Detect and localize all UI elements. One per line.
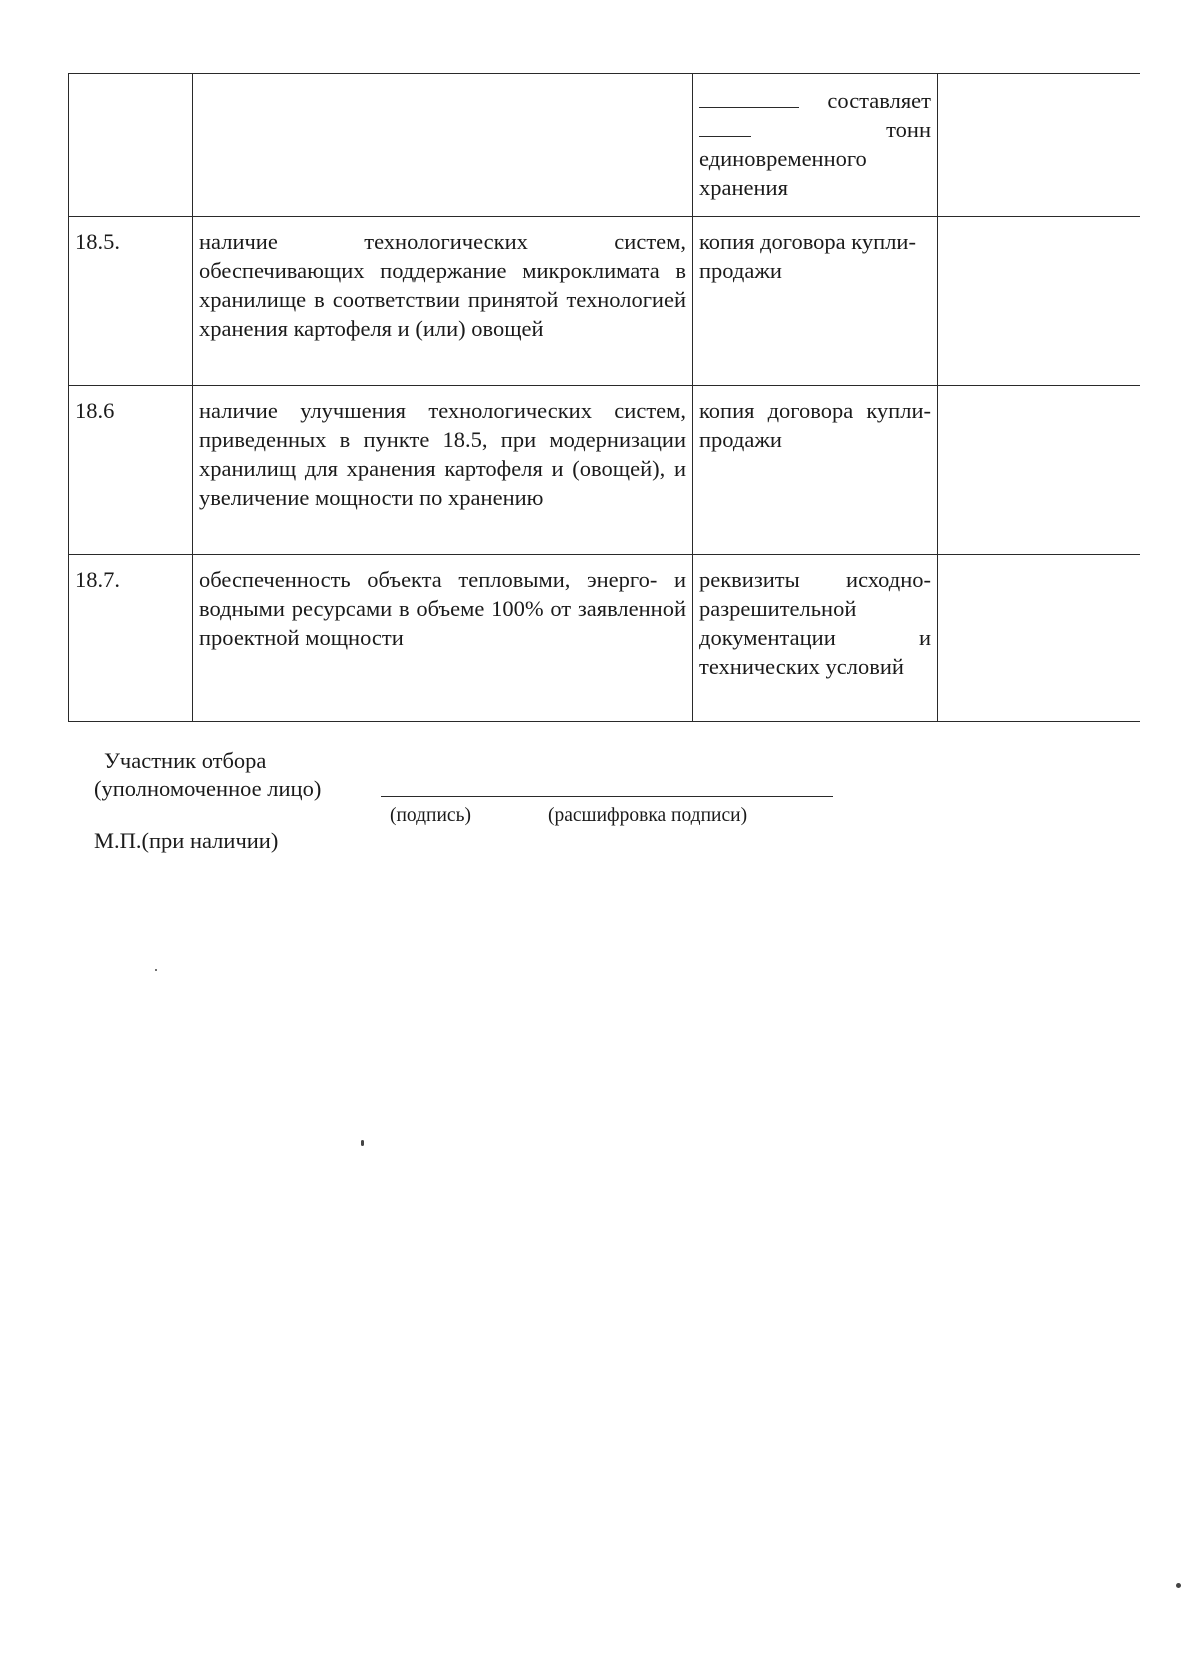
row-extra-cell [938,386,1140,554]
signature-decode-caption: (расшифровка подписи) [548,805,748,826]
table-row [68,74,1140,217]
row-document-cell: копия договора купли-продажи [693,217,938,385]
table-row [68,555,1140,722]
row-document-cell: копия договора купли-продажи [693,386,938,554]
row-description-cell [193,74,693,216]
participant-label: Участник отбора [104,748,267,773]
signature-caption: (подпись) [390,805,471,826]
row-extra-cell [938,74,1140,216]
row-description-cell: наличие улучшения технологических систем, приведенных в пункте 18.5, при модернизации хранилищ для хранения картофеля и (овощей), и увеличение мощности по хранению [193,386,693,554]
signature-line [381,796,833,797]
capacity-word: составляет [827,88,931,113]
blank-field [699,116,751,137]
requirements-table [68,73,1140,722]
row-extra-cell [938,217,1140,385]
seal-label: М.П.(при наличии) [94,828,279,853]
capacity-line-4: хранения [699,175,788,200]
row-extra-cell [938,555,1140,721]
capacity-line-3: единовременного [699,146,867,171]
table-row [68,386,1140,555]
table-row [68,217,1140,386]
capacity-line-2 [699,115,931,144]
row-number-cell: 18.6 [68,386,193,554]
row-number-cell: 18.5. [68,217,193,385]
row-number-cell [68,74,193,216]
capacity-line-1 [699,86,931,115]
blank-field [699,87,799,108]
row-document-cell [693,74,938,216]
tons-word: тонн [886,117,931,142]
scan-speck [1176,1583,1181,1588]
authorized-person-label: (уполномоченное лицо) [94,776,322,801]
scan-speck [361,1140,364,1146]
row-document-cell: реквизиты исходно-разрешительной документации и технических условий [693,555,938,721]
row-number-cell: 18.7. [68,555,193,721]
row-description-cell: обеспеченность объекта тепловыми, энерго- и водными ресурсами в объеме 100% от заявленной проектной мощности [193,555,693,721]
scan-speck [155,969,157,971]
row-description-cell: наличие технологических систем, обеспечивающих поддержание микроклимата в хранилище в соответствии принятой технологией хранения картофеля и (или) овощей [193,217,693,385]
